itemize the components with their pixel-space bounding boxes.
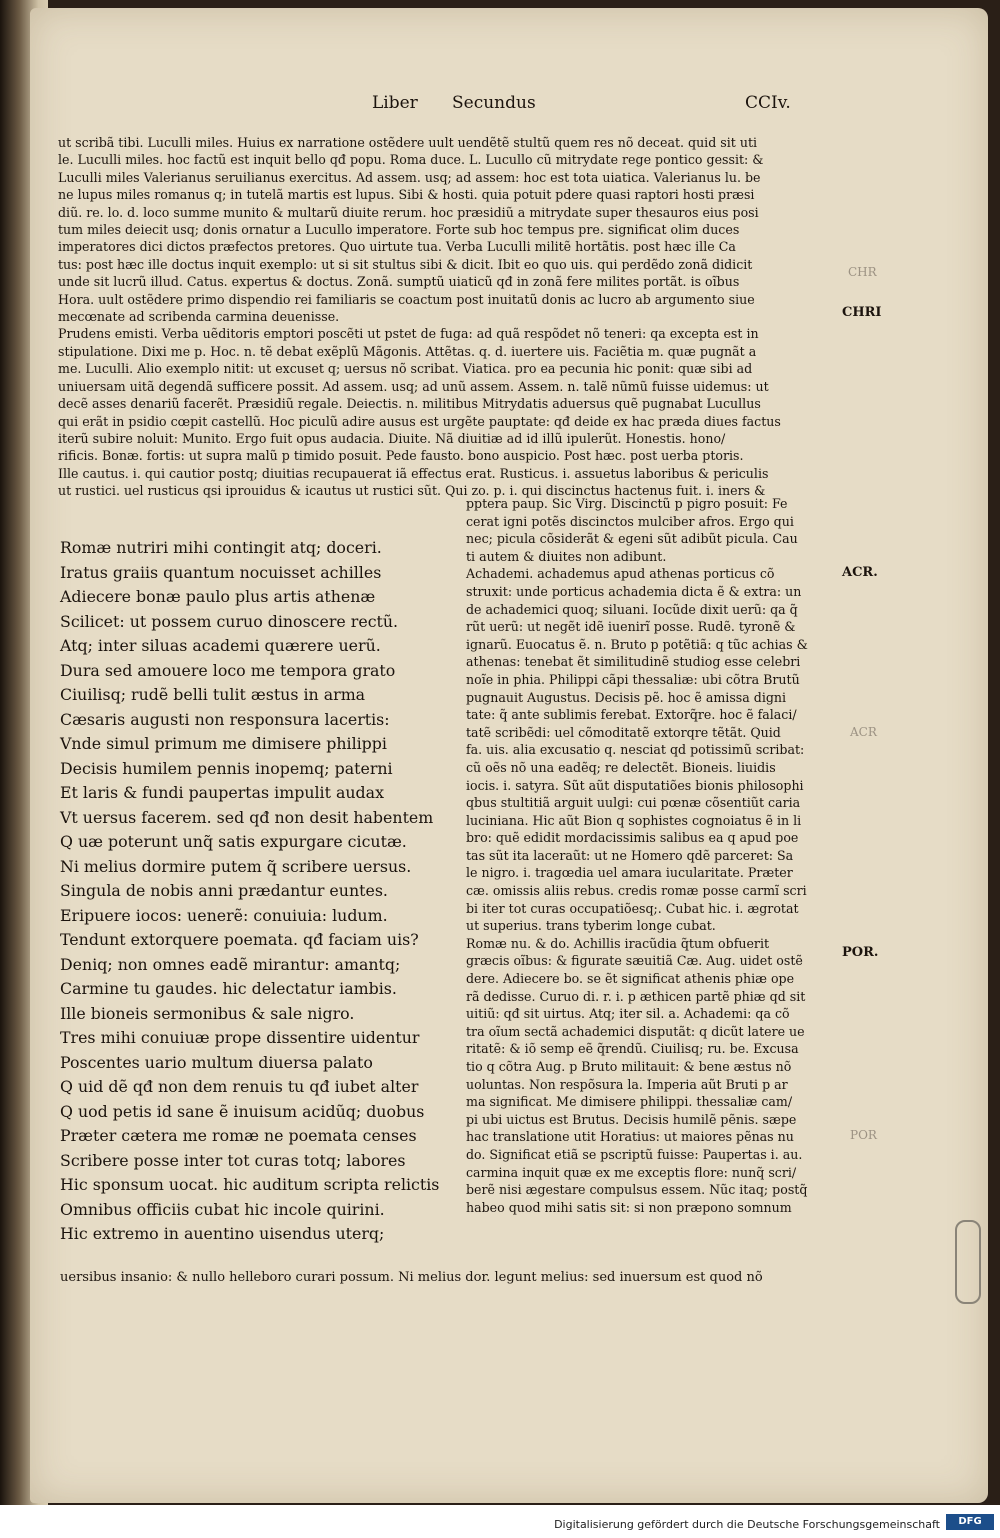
commentary-line: struxit: unde porticus achademia dicta ẽ & extra: un (466, 583, 802, 599)
commentary-line: le. Luculli miles. hoc factũ est inquit bello qđ popu. Roma duce. L. Lucullo cũ mitrydate rege pontico gessit: & (58, 152, 764, 168)
commentary-line: ti autem & diuites non adibunt. (466, 548, 667, 564)
commentary-line: luciniana. Hic aũt Bion q sophistes cognoiatus ẽ in li (466, 812, 802, 828)
show-through-acr: ACR (850, 725, 877, 739)
commentary-line: diũ. re. lo. d. loco summe munito & multarũ diuite rerum. hoc præsidiũ a mitrydate super thesauros eius posi (58, 204, 759, 220)
commentary-line: Luculli miles Valerianus seruilianus exercitus. Ad assem. usq; ad assem: hoc est tota uiatica. Valerianus lu. be (58, 169, 761, 185)
poem-line: Ni melius dormire putem q̃ scribere uersus. (60, 856, 412, 876)
commentary-line: mecœnate ad scribenda carmina deuenisse. (58, 309, 340, 325)
commentary-line: qbus stultitiã arguit uulgi: cui pœnæ cõsentiũt caria (466, 795, 801, 811)
poem-line: Tendunt extorquere poemata. qđ faciam uis? (60, 930, 419, 949)
commentary-line: tus: post hæc ille doctus inquit exemplo: ut si sit stultus sibi & dicit. Ibit eo quo uis. qui perdẽdo zonã didicit (58, 256, 753, 272)
commentary-line: hac translatione utit Horatius: ut maiores pẽnas nu (466, 1129, 794, 1145)
commentary-line: nec; picula cõsiderãt & egeni sũt adibũt picula. Cau (466, 531, 798, 547)
commentary-line: rũt uerũ: ut negẽt idẽ iuenirĩ posse. Rudẽ. tyronẽ & (466, 619, 796, 635)
commentary-line: tate: q̃ ante sublimis ferebat. Extorq̃re. hoc ẽ falaci/ (466, 707, 797, 723)
commentary-line: me. Luculli. Alio exemplo nitit: ut excuset q; uersus nõ scribat. Viatica. pro ea pecunia hic ponit: quæ sibi ad (58, 361, 753, 377)
poem-line: Decisis humilem pennis inopemq; paterni (60, 758, 393, 778)
commentary-line: carmina inquit quæ ex me exceptis flore: nunq̃ scri/ (466, 1164, 797, 1180)
commentary-line: qui erãt in psidio cœpit castellũ. Hoc piculũ adire ausus est urgẽte pauptate: qđ deide ex hac præda diues factus (58, 413, 781, 429)
commentary-line: bro: quẽ edidit mordacissimis salibus ea q apud poe (466, 830, 799, 846)
commentary-line: noĩe in phia. Philippi cãpi thessaliæ: ubi cõtra Brutũ (466, 671, 800, 687)
commentary-line: græcis oĩbus: & figurate sæuitiã Cæ. Aug. uidet ostẽ (466, 953, 803, 969)
commentary-line: pugnauit Augustus. Decisis pẽ. hoc ẽ amissa digni (466, 689, 787, 705)
marginal-note-chri: CHRI (842, 305, 882, 320)
poem-line: Eripuere iocos: uenerẽ: conuiuia: ludum. (60, 905, 388, 925)
poem-line: Q uod petis id sane ẽ inuisum acidũq; duobus (60, 1101, 425, 1121)
poem-line: Atq; inter siluas academi quærere uerũ. (60, 636, 381, 655)
commentary-line: tas sũt ita laceraũt: ut ne Homero qdẽ parceret: Sa (466, 847, 794, 863)
commentary-line: Prudens emisti. Verba uẽditoris emptori poscẽti ut pstet de fuga: ad quã respõdet nõ teneri: qa excepta est in (58, 326, 759, 342)
marginal-note-por: POR. (842, 945, 879, 960)
commentary-line: ut rustici. uel rusticus qsi iprouidus & icautus ut rustici sũt. Qui zo. p. i. qui discinctus hactenus fuit. i. iners & (58, 483, 766, 499)
running-head-left: Liber (372, 93, 418, 113)
commentary-line: do. Significat etiã se pscriptũ fuisse: Paupertas i. au. (466, 1146, 803, 1162)
commentary-line: uitiũ: qđ sit uirtus. Atq; iter sil. a. Achademi: qa cõ (466, 1006, 790, 1022)
poem-line: Ciuilisq; rudẽ belli tulit æstus in arma (60, 685, 366, 704)
commentary-line: ma significat. Me dimisere philippi. thessaliæ cam/ (466, 1094, 793, 1110)
commentary-line: le nigro. i. tragœdia uel amara iucularitate. Præter (466, 865, 793, 881)
poem-line: Singula de nobis anni prædantur euntes. (60, 881, 388, 900)
commentary-line: bi iter tot curas occupatiõesq;. Cubat hic. i. ægrotat (466, 900, 799, 916)
show-through-por: POR (850, 1128, 877, 1142)
commentary-line: pi ubi uictus est Brutus. Decisis humilẽ pẽnis. sæpe (466, 1111, 797, 1127)
poem-line: Carmine tu gaudes. hic delectatur iambis. (60, 979, 397, 998)
commentary-line: Hora. uult ostẽdere primo dispendio rei familiaris se coactum post inuitatũ donis ac lucro ab argumento siue (58, 291, 755, 307)
commentary-line: iocis. i. satyra. Sũt aũt disputatiões bionis philosophi (466, 777, 804, 793)
commentary-line: tio q cõtra Aug. p Bruto militauit: & bene æstus nõ (466, 1059, 792, 1074)
folio-number: CCIv. (745, 93, 791, 113)
poem-line: Ille bioneis sermonibus & sale nigro. (60, 1003, 355, 1023)
show-through-chr: CHR (848, 265, 877, 279)
commentary-line: de achademici quoq; siluani. Iocũde dixit uerũ: qa q̃ (466, 601, 798, 617)
poem-line: Iratus graiis quantum nocuisset achilles (60, 562, 382, 582)
poem-line: Romæ nutriri mihi contingit atq; doceri. (60, 538, 382, 557)
commentary-line: imperatores dici dictos præfectos pretores. Quo uirtute tua. Verba Luculli militẽ hortãtis. post hæc ille Ca (58, 239, 736, 255)
commentary-line: rã dedisse. Curuo di. r. i. p æthicen partẽ phiæ qd sit (466, 988, 806, 1004)
commentary-line: ignarũ. Euocatus ẽ. n. Bruto p potẽtiã: q tũc achias & (466, 636, 808, 652)
commentary-line: ne lupus miles romanus q; in tutelã martis est lupus. Sibi & hosti. quia potuit pdere quasi raptori hosti præsi (58, 187, 755, 203)
poem-line: Vt uersus facerem. sed qđ non desit habentem (60, 807, 434, 827)
commentary-line: cũ oẽs nõ una eadẽq; re delectẽt. Bioneis. liuidis (466, 759, 776, 775)
commentary-line: Ille cautus. i. qui cautior postq; diuitias recupauerat iã effectus erat. Rusticus. i. assuetus laboribus & periculis (58, 465, 769, 481)
commentary-line: dere. Adiecere bo. se ẽt significat athenis phiæ ope (466, 971, 795, 987)
poem-line: Cæsaris augusti non responsura lacertis: (60, 709, 390, 729)
commentary-line: cæ. omissis aliis rebus. credis romæ posse carmĩ scri (466, 883, 807, 899)
poem-line: Dura sed amouere loco me tempora grato (60, 660, 396, 680)
marginal-note-acr: ACR. (842, 565, 878, 580)
poem-line: Et laris & fundi paupertas impulit audax (60, 783, 384, 802)
poem-line: Q uid dẽ qđ non dem renuis tu qđ iubet alter (60, 1077, 419, 1096)
poem-line: Tres mihi conuiuæ prope dissentire uidentur (60, 1028, 420, 1047)
commentary-line: habeo quod mihi satis sit: si non præpono somnum (466, 1199, 792, 1215)
poem-line: Omnibus officiis cubat hic incole quirini. (60, 1199, 385, 1219)
dfg-logo: DFG (946, 1514, 994, 1530)
commentary-line: Romæ nu. & do. Achillis iracũdia q̃tum obfuerit (466, 935, 770, 951)
poem-line: Scribere posse inter tot curas totq; labores (60, 1150, 406, 1170)
running-head-center: Secundus (452, 93, 536, 113)
commentary-line: ut superius. trans tyberim longe cubat. (466, 918, 716, 934)
commentary-line: tra oĩum sectã achademici disputãt: q dicũt latere ue (466, 1023, 805, 1039)
commentary-line: tum miles deiecit usq; donis ornatur a Lucullo imperatore. Forte sub hoc tempus pre. significat olim duces (58, 222, 740, 238)
poem-line: Poscentes uario multum diuersa palato (60, 1052, 373, 1072)
commentary-line: iterũ subire noluit: Munito. Ergo fuit opus audacia. Diuite. Nã diuitiæ ad id illũ ipulerũt. Honestis. hono/ (58, 430, 726, 446)
commentary-line: decẽ asses denariũ facerẽt. Præsidiũ regale. Deiectis. n. militibus Mitrydatis aduersus quẽ pugnabat Lucullus (58, 396, 761, 412)
commentary-last-line: uersibus insanio: & nullo helleboro curari possum. Ni melius dor. legunt melius: sed inuersum est quod nõ (60, 1270, 763, 1285)
commentary-line: stipulatione. Dixi me p. Hoc. n. tẽ debat exẽplũ Mãgonis. Attẽtas. q. d. iuertere uis. Faciẽtia m. quæ pugnãt a (58, 343, 757, 359)
commentary-line: fa. uis. alia excusatio q. nesciat qd potissimũ scribat: (466, 742, 805, 758)
commentary-line: tatẽ scribẽdi: uel cõmoditatẽ extorqre tẽtãt. Quid (466, 724, 781, 740)
commentary-line: pptera paup. Sic Virg. Discinctũ p pigro posuit: Fe (466, 496, 788, 511)
commentary-line: berẽ nisi ægestare compulsus essem. Nũc itaq; postq̃ (466, 1182, 808, 1198)
poem-line: Deniq; non omnes eadẽ mirantur: amantq; (60, 954, 401, 974)
poem-line: Q uæ poterunt unq̃ satis expurgare cicutæ. (60, 832, 407, 851)
commentary-line: unde sit lucrũ illud. Catus. expertus & doctus. Zonã. sumptũ uiaticũ qđ in zonã fere milites portãt. is oĩbus (58, 274, 740, 290)
poem-line: Vnde simul primum me dimisere philippi (60, 734, 387, 753)
commentary-line: rificis. Bonæ. fortis: ut supra malũ p timido posuit. Pede fausto. bono auspicio. Post hæc. post uerba ptoris. (58, 448, 744, 464)
poem-line: Scilicet: ut possem curuo dinoscere rectũ. (60, 611, 399, 631)
poem-text (60, 536, 460, 1247)
commentary-line: uoluntas. Non respõsura la. Imperia aũt Bruti p ar (466, 1076, 788, 1092)
poem-line: Adiecere bonæ paulo plus artis athenæ (60, 587, 376, 606)
commentary-top (58, 134, 828, 500)
poem-line: Præter cætera me romæ ne poemata censes (60, 1126, 417, 1145)
poem-line: Hic sponsum uocat. hic auditum scripta relictis (60, 1175, 440, 1194)
commentary-line: cerat igni potẽs discinctos mulciber afros. Ergo qui (466, 513, 794, 529)
commentary-line: uniuersam uitã degendã sufficere possit. Ad assem. usq; ad unũ assem. Assem. n. talẽ nũmũ fuisse uidemus: ut (58, 378, 769, 394)
commentary-line: athenas: tenebat ẽt similitudinẽ studiog esse celebri (466, 654, 801, 670)
commentary-line: ritatẽ: & iõ semp eẽ q̃rendũ. Ciuilisq; ru. be. Excusa (466, 1041, 799, 1057)
commentary-line: ut scribã tibi. Luculli miles. Huius ex narratione ostẽdere uult uendẽtẽ stultũ quem res nõ deceat. quid sit uti (58, 135, 758, 150)
poem-line: Hic extremo in auentino uisendus uterq; (60, 1224, 385, 1243)
digitization-credit: Digitalisierung gefördert durch die Deutsche Forschungsgemeinschaft (554, 1518, 940, 1531)
commentary-right (466, 495, 826, 1216)
commentary-line: Achademi. achademus apud athenas porticus cõ (466, 566, 775, 582)
page-clip (955, 1220, 981, 1304)
